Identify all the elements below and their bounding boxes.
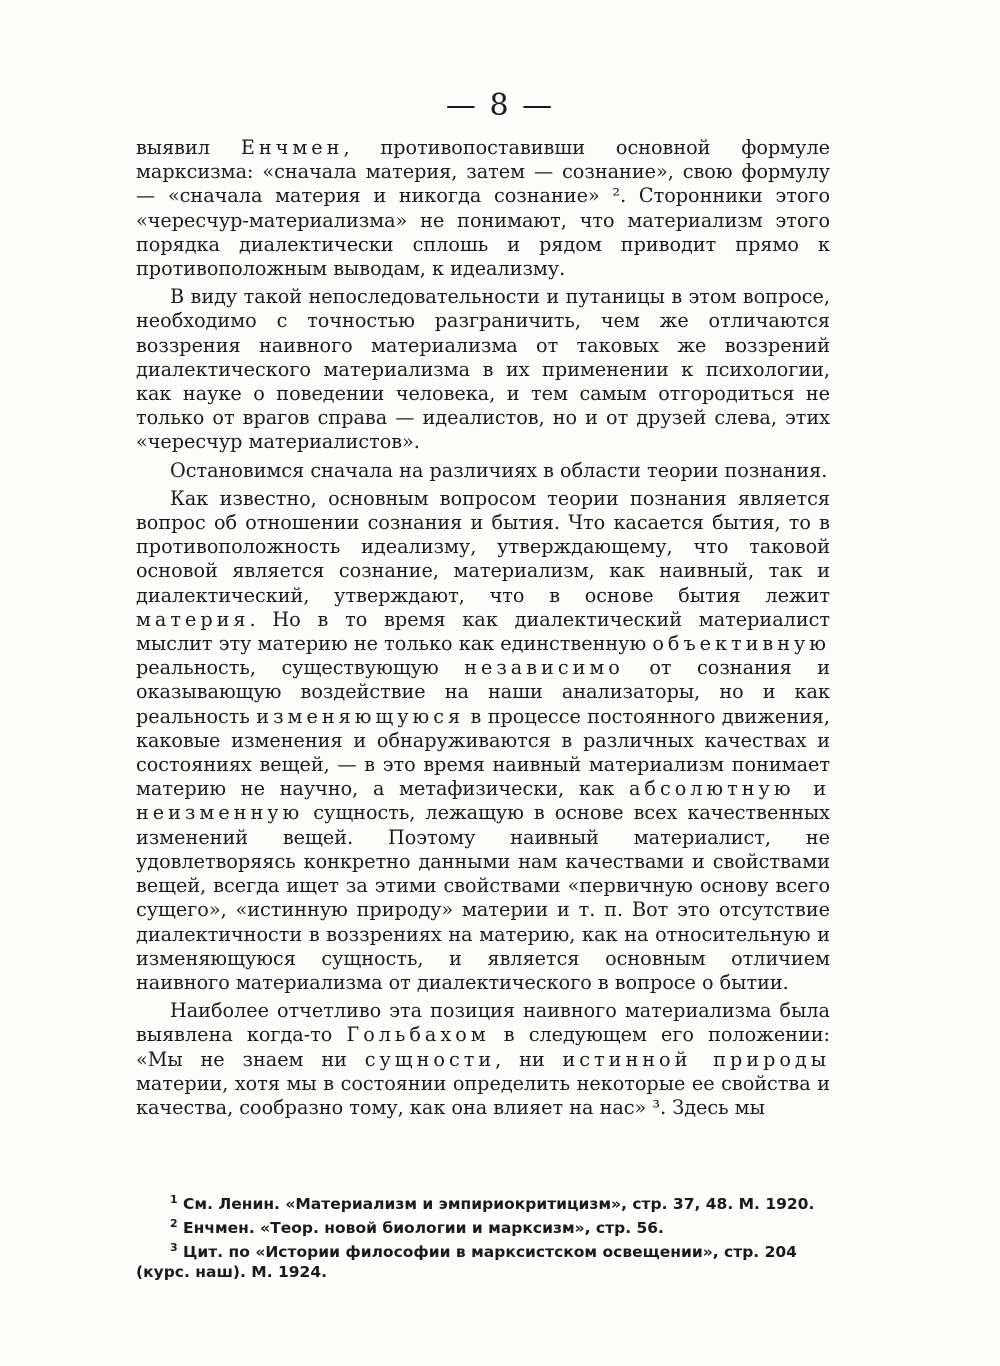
- emphasized-text: независимо: [464, 656, 624, 680]
- text-run: Остановимся сначала на различиях в области теории познания.: [170, 458, 828, 482]
- emphasized-text: объективную: [652, 632, 830, 656]
- footnote-mark: 2: [170, 1217, 178, 1231]
- paragraph: [136, 136, 830, 281]
- footnote: [136, 1190, 830, 1214]
- text-run: в процессе постоянного движения, каковые изменения и обнаруживаются в различных качествах и состояниях вещей, — в это время наивный материализм понимает материю не научно, а метафизически, как: [136, 704, 830, 801]
- emphasized-text: абсолютную и неизменную: [136, 777, 831, 825]
- footnote: [136, 1214, 830, 1238]
- paragraph: [136, 487, 830, 995]
- emphasized-text: материя: [136, 607, 250, 631]
- emphasized-text: сущности: [364, 1047, 496, 1071]
- text-run: Как известно, основным вопросом теории познания является вопрос об отношении сознания и бытия. Что касается бытия, то в противоположность идеализму, утверждающему, что таковой основой является сознание, материализм, как наивный, так и диалектический, утверждают, что в основе бытия лежит: [136, 486, 830, 607]
- text-run: сущность, лежащую в основе всех качественных изменений вещей. Поэтому наивный материалист, не удовлетворяясь конкретно данными нам качествами и свойствами вещей, всегда ищет за этими свойствами «первичную основу всего сущего», «истинную природу» материи и т. п. Вот это отсутствие диалектичности в воззрениях на материю, как на относительную и изменяющуюся сущность, и является основным отличием наивного материализма от диалектического в вопросе о бытии.: [136, 801, 830, 994]
- footnote-text: См. Ленин. «Материализм и эмпириокритицизм», стр. 37, 48. М. 1920.: [177, 1195, 815, 1214]
- text-run: , ни: [495, 1047, 563, 1071]
- text-run: материи, хотя мы в состоянии определить некоторые ее свойства и качества, сообразно тому, как она влияет на нас» ³. Здесь мы: [136, 1071, 830, 1119]
- text-run: Наиболее отчетливо эта позиция наивного материализма была выявлена когда-то: [136, 999, 830, 1047]
- footnote-mark: 1: [170, 1193, 178, 1206]
- emphasized-text: изменяющуюся: [256, 704, 465, 728]
- emphasized-text: истинной природы: [562, 1047, 830, 1071]
- text-run: в следующем его положении: «Мы не знаем ни: [136, 1023, 831, 1071]
- paragraph: [136, 285, 830, 454]
- text-run: Сторонники этого «чересчур-материализма» не понимают, что материализм этого порядка диалектически сплошь и рядом приводит прямо к противоположным выводам, к идеализму.: [136, 184, 831, 281]
- body-text: [136, 136, 830, 1124]
- text-run: , противопоставивши основной формуле марксизма: «сначала материя, затем — сознание», свою формулу — «сначала материя и никогда сознание» ².: [136, 136, 830, 208]
- text-run: реальность, существующую: [136, 656, 465, 680]
- text-run: выявил: [136, 136, 241, 159]
- footnote-text: Цит. по «Истории философии в марксистском освещении», стр. 204 (курс. наш). М. 1924.: [136, 1243, 797, 1282]
- text-run: . Но в то время как диалектический материалист мыслит эту материю не только как единственную: [136, 607, 830, 656]
- footnote-text: Енчмен. «Теор. новой биологии и марксизм», стр. 56.: [177, 1219, 664, 1238]
- paragraph: [136, 999, 830, 1120]
- text-run: В виду такой непоследовательности и путаницы в этом вопросе, необходимо с точностью разграничить, чем же отличаются воззрения наивного материализма от таковых же воззрений диалектического материализма в их применении к психологии, как науке о поведении человека, и тем самым отгородиться не только от врагов справа — идеалистов, но и от друзей слева, этих «чересчур материалистов».: [136, 285, 830, 454]
- text-run: от сознания и оказывающую воздействие на наши анализаторы, но и как реальность: [136, 656, 830, 728]
- footnote-mark: 3: [170, 1241, 178, 1255]
- footnotes: [136, 1190, 830, 1282]
- paragraph: [136, 459, 830, 483]
- emphasized-text: Гольбахом: [346, 1023, 490, 1047]
- page-number: — 8 —: [445, 88, 555, 123]
- emphasized-text: Енчмен: [240, 136, 344, 159]
- footnote: [136, 1238, 830, 1282]
